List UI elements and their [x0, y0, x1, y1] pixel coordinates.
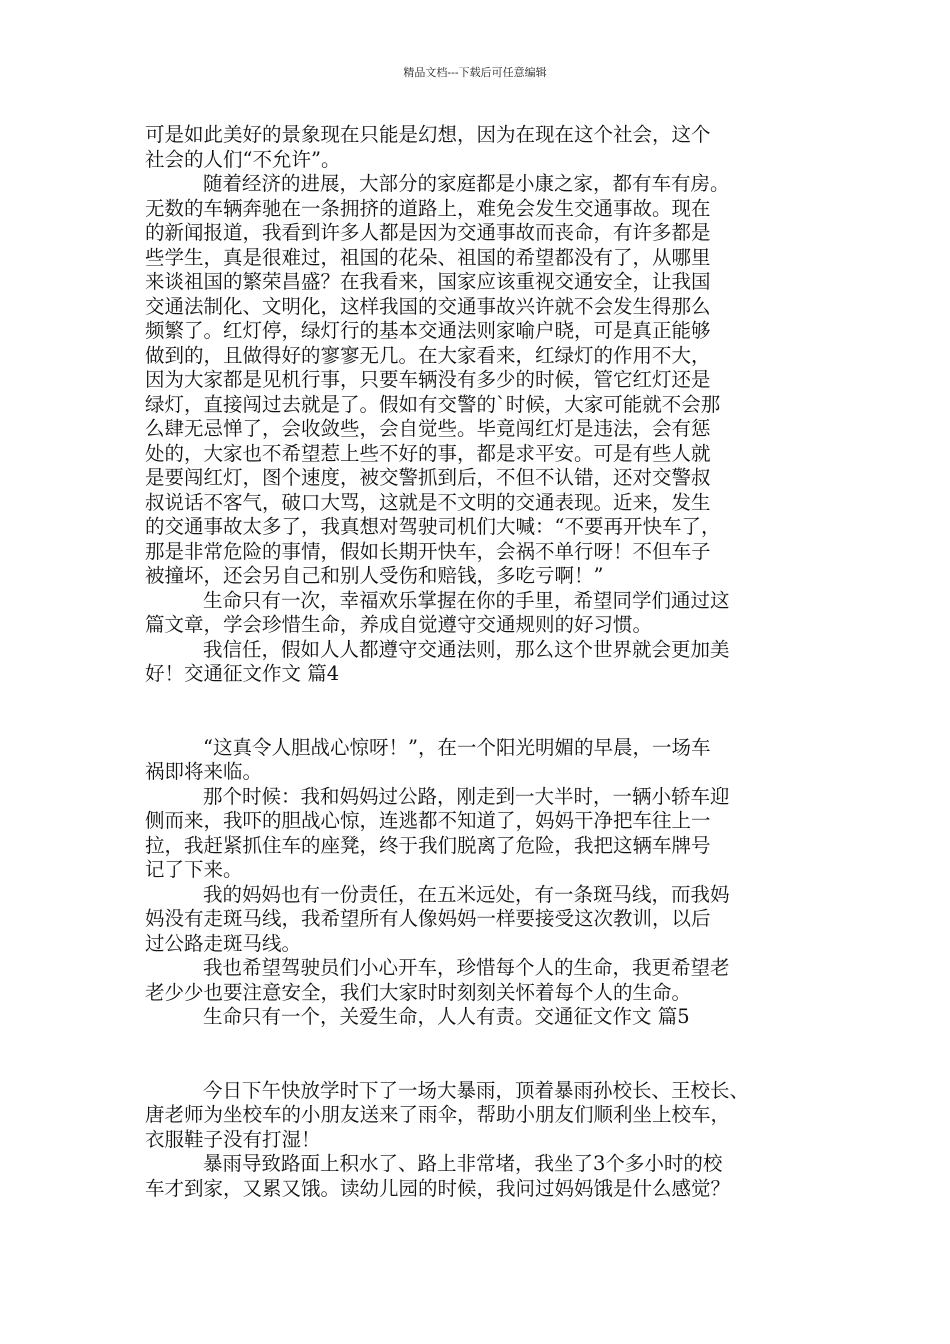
- text-line: 暴雨导致路面上积水了、路上非常堵，我坐了3个多小时的校: [203, 1152, 723, 1175]
- text-line: 来谈祖国的繁荣昌盛？在我看来，国家应该重视交通安全，让我国: [145, 270, 711, 293]
- page-header: 精品文档---下载后可任意编辑: [403, 66, 547, 79]
- text-line: 被撞坏，还会另自己和别人受伤和赔钱，多吃亏啊！”: [145, 564, 604, 587]
- text-line: 叔说话不客气，破口大骂，这就是不文明的交通表现。近来，发生: [145, 490, 711, 514]
- text-line: 那是非常危险的事情，假如长期开快车，会祸不单行呀！不但车子: [145, 539, 711, 563]
- text-line: 拉，我赶紧抓住车的座凳，终于我们脱离了危险，我把这辆车牌号: [145, 833, 711, 857]
- text-line: 社会的人们“不允许”。: [145, 147, 341, 171]
- text-line: 做到的，且做得好的寥寥无几。在大家看来，红绿灯的作用不大，: [145, 343, 711, 367]
- text-line: 车才到家，又累又饿。读幼儿园的时候，我问过妈妈饿是什么感觉？: [145, 1176, 731, 1200]
- text-line: 因为大家都是见机行事，只要车辆没有多少的时候，管它红灯还是: [145, 368, 711, 391]
- text-line: 过公路走斑马线。: [145, 931, 302, 955]
- text-line: 频繁了。红灯停，绿灯行的基本交通法则家喻户晓，可是真正能够: [145, 319, 711, 342]
- text-line: 生命只有一次，幸福欢乐掌握在你的手里，希望同学们通过这: [203, 588, 730, 612]
- text-line: 我的妈妈也有一份责任，在五米远处，有一条斑马线，而我妈: [203, 882, 730, 906]
- text-line: 处的，大家也不希望惹上些不好的事，都是求平安。可是有些人就: [145, 441, 711, 465]
- text-line: 我信任，假如人人都遵守交通法则，那么这个世界就会更加美: [203, 637, 730, 661]
- document-body: [145, 123, 845, 1201]
- text-line: 些学生，真是很难过，祖国的花朵、祖国的希望都没有了，从哪里: [145, 245, 711, 269]
- text-line: 祸即将来临。: [145, 760, 263, 783]
- blank-line: [145, 687, 845, 712]
- blank-line: [145, 1030, 845, 1055]
- text-line: 我也希望驾驶员们小心开车，珍惜每个人的生命，我更希望老: [203, 956, 730, 979]
- text-line: 随着经济的进展，大部分的家庭都是小康之家，都有车有房。: [203, 172, 730, 195]
- text-line: 篇文章，学会珍惜生命，养成自觉遵守交通规则的好习惯。: [145, 613, 653, 636]
- text-line: 老少少也要注意安全，我们大家时时刻刻关怀着每个人的生命。: [145, 980, 692, 1004]
- section-heading-line: 生命只有一个，关爱生命，人人有责。交通征文作文 篇5: [203, 1005, 690, 1028]
- section-heading-line: 好！交通征文作文 篇4: [145, 662, 340, 685]
- text-line: 无数的车辆奔驰在一条拥挤的道路上，难免会发生交通事故。现在: [145, 196, 711, 220]
- text-line: 的交通事故太多了，我真想对驾驶司机们大喊：“不要再开快车了，: [145, 515, 721, 538]
- text-line: 绿灯，直接闯过去就是了。假如有交警的`时候，大家可能就不会那: [145, 392, 721, 416]
- text-line: 记了下来。: [145, 858, 243, 881]
- text-line: 唐老师为坐校车的小朋友送来了雨伞，帮助小朋友们顺利坐上校车，: [145, 1103, 731, 1126]
- text-line: 是要闯红灯，图个速度，被交警抓到后，不但不认错，还对交警叔: [145, 466, 711, 489]
- blank-line: [145, 711, 845, 736]
- text-line: 的新闻报道，我看到许多人都是因为交通事故而丧命，有许多都是: [145, 221, 711, 244]
- text-line: 侧而来，我吓的胆战心惊，连逃都不知道了，妈妈干净把车往上一: [145, 809, 711, 832]
- blank-line: [145, 1054, 845, 1079]
- text-line: 衣服鞋子没有打湿！: [145, 1127, 321, 1151]
- text-line: 交通法制化、文明化，这样我国的交通事故兴许就不会发生得那么: [145, 294, 711, 318]
- text-line: 妈没有走斑马线，我希望所有人像妈妈一样要接受这次教训，以后: [145, 907, 711, 930]
- text-line: 可是如此美好的景象现在只能是幻想，因为在现在这个社会，这个: [145, 123, 711, 146]
- text-line: “这真令人胆战心惊呀！”，在一个阳光明媚的早晨，一场车: [203, 735, 711, 759]
- text-line: 那个时候：我和妈妈过公路，刚走到一大半时，一辆小轿车迎: [203, 784, 730, 808]
- text-line: 么肆无忌惮了，会收敛些，会自觉些。毕竟闯红灯是违法，会有惩: [145, 417, 711, 440]
- text-line: 今日下午快放学时下了一场大暴雨，顶着暴雨孙校长、王校长、: [203, 1078, 750, 1102]
